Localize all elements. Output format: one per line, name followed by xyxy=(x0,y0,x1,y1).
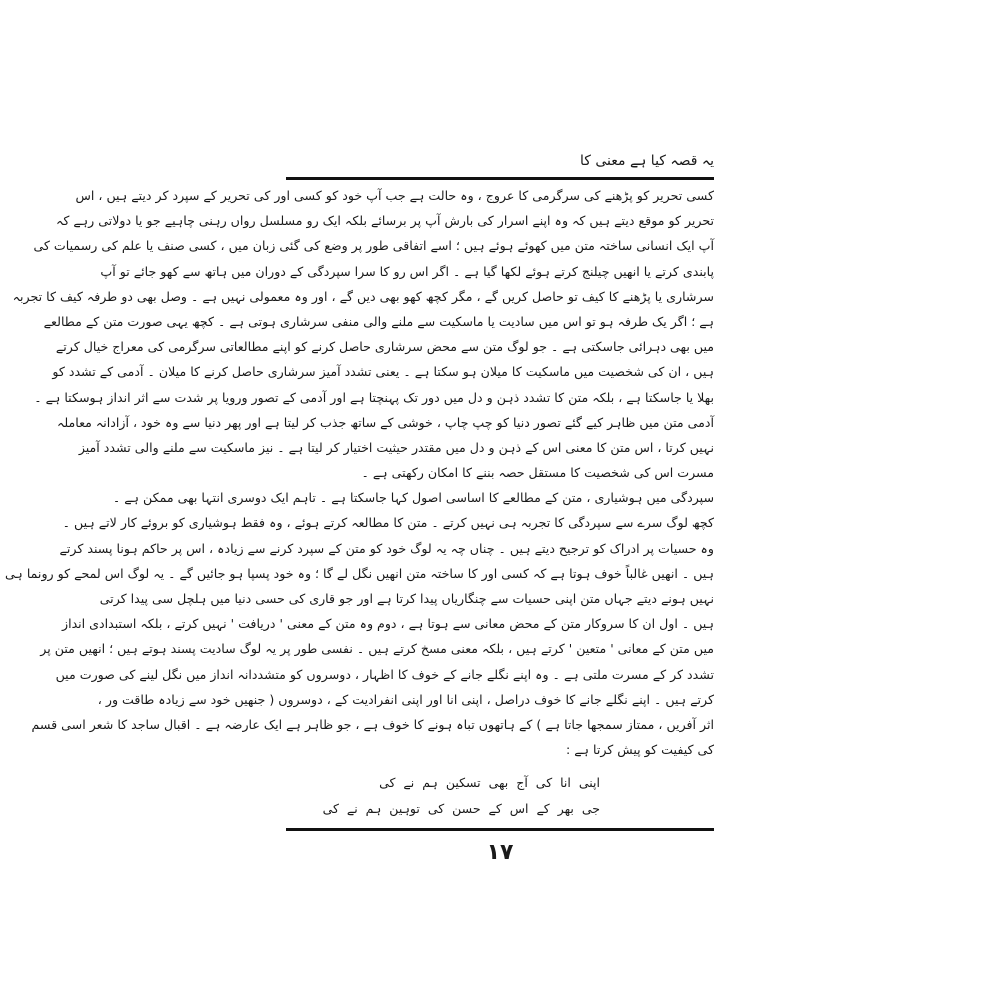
text-line: کسی تحریر کو پڑھنے کی سرگرمی کا عروج ، وہ حالت ہے جب آپ خود کو کسی اور کی تحریر کے سپرد کر دیتے ہیں ، اس xyxy=(75,188,714,203)
text-line: ہیں ۔ اول ان کا سروکار متن کے محض معانی سے ہوتا ہے ، دوم وہ متن کے معنی ' دریافت ' نہیں کرتے ، بلکہ استبدادی انداز xyxy=(61,616,714,632)
text-line: ہیں ، ان کی شخصیت میں ماسکیت کا میلان ہو سکتا ہے ۔ یعنی تشدد آمیز سرشاری حاصل کرنے کا میلان ۔ آدمی کے تشدد کو xyxy=(52,364,714,380)
page-number: ۱۷ xyxy=(486,840,514,865)
running-header: یہ قصہ کیا ہے معنی کا xyxy=(579,153,714,169)
text-line: کچھ لوگ سرے سے سپردگی کا تجربہ ہی نہیں کرتے ۔ متن کا مطالعہ کرتے ہوئے ، وہ فقط ہوشیاری کو بروئے کار لاتے ہیں ۔ xyxy=(62,515,714,531)
text-line: پابندی کرتے یا انھیں چیلنج کرتے ہوئے لکھا گیا ہے ۔ اگر اس رو کا سرا سپردگی کے دوران میں ہاتھ سے کھو جائے تو آپ xyxy=(100,263,714,279)
text-line: آپ ایک انسانی ساختہ متن میں کھوئے ہوئے ہیں ؛ اسے اتفاقی طور پر وضع کی گئی زبان میں ، کسی صنف یا علم کی رسمیات کی xyxy=(33,238,714,254)
text-line: نہیں ہونے دیتے جہاں متن اپنی حسیات سے چنگاریاں پیدا کرتا ہے اور جو قاری کی حسی دنیا میں ہلچل سی پیدا کرتی xyxy=(99,591,714,606)
text-line: وہ حسیات پر ادراک کو ترجیح دیتے ہیں ۔ چناں چہ یہ لوگ خود کو متن کے سپرد کرنے سے زیادہ ، اس پر حاکم ہونا پسند کرتے xyxy=(59,540,714,556)
text-line: میں متن کے معانی ' متعین ' کرتے ہیں ، بلکہ معنی مسخ کرتے ہیں ۔ نفسی طور پر یہ لوگ سادیت پسند ہوتے ہیں ؛ انھیں متن پر xyxy=(40,641,714,657)
text-line: اثر آفریں ، ممتاز سمجھا جاتا ہے ) کے ہاتھوں تباہ ہونے کا خوف ہے ، جو ظاہر ہے ایک عارضہ ہے ۔ اقبال ساجد کا شعر اسی قسم xyxy=(31,716,714,732)
text-line: مسرت اس کی شخصیت کا مستقل حصہ بننے کا امکان رکھتی ہے ۔ xyxy=(361,465,714,481)
text-line: میں بھی دہرائی جاسکتی ہے ۔ جو لوگ متن سے محض سرشاری حاصل کرنے کو اپنے مطالعاتی سرگرمی کی معراج خیال کرتے xyxy=(55,339,714,355)
text-line: سرشاری یا پڑھنے کا کیف تو حاصل کریں گے ، مگر کچھ کھو بھی دیں گے ، اور وہ معمولی نہیں ہے ۔ وصل بھی دو طرفہ کیف کا تجربہ xyxy=(12,288,714,304)
couplet xyxy=(322,770,600,822)
verse-line: جی بھر کے اس کے حسن کی توہین ہم نے کی xyxy=(322,801,600,816)
body-text xyxy=(4,183,714,762)
header-rule xyxy=(286,177,714,180)
text-line: ہے ؛ اگر یک طرفہ ہو تو اس میں سادیت یا ماسکیت سے ملنے والی منفی سرشاری ہوتی ہے ۔ کچھ یہی صورت متن کے مطالعے xyxy=(43,313,714,329)
verse-line: اپنی انا کی آج بھی تسکین ہم نے کی xyxy=(379,775,600,790)
text-line: سپردگی میں ہوشیاری ، متن کے مطالعے کا اساسی اصول کہا جاسکتا ہے ۔ تاہم ایک دوسری انتہا بھی ممکن ہے ۔ xyxy=(112,490,714,506)
footer-rule xyxy=(286,828,714,831)
text-line: آدمی متن میں ظاہر کیے گئے تصور دنیا کو چپ چاپ ، خوشی کے ساتھ جذب کر لیتا ہے اور پھر دنیا سے وہ خود ، آزادانہ معاملہ xyxy=(56,414,714,430)
text-line: کرتے ہیں ۔ اپنے نگلے جانے کا خوف دراصل ، اپنی انا اور اپنی انفرادیت کے ، دوسروں ( جنھیں خود سے زیادہ طاقت ور ، xyxy=(97,691,714,707)
text-line: تحریر کو موقع دیتے ہیں کہ وہ اپنے اسرار کی بارش آپ پر برسائے بلکہ ایک رو مسلسل رواں رہنی چاہیے جو یا دولاتی رہے کہ xyxy=(55,213,714,229)
text-line: تشدد کر کے مسرت ملتی ہے ۔ وہ اپنے نگلے جانے کے خوف کا اظہار ، دوسروں کو متشددانہ انداز میں نگل لینے کی صورت میں xyxy=(55,666,714,682)
text-line: ہیں ۔ انھیں غالباً خوف ہوتا ہے کہ کسی اور کا ساختہ متن انھیں نگل لے گا ؛ وہ خود پسپا ہو جائیں گے ۔ یہ لوگ اس لمحے کو رونما ہی xyxy=(4,565,714,581)
text-line: نہیں کرتا ، اس متن کا معنی اس کے ذہن و دل میں مقتدر حیثیت اختیار کر لیتا ہے ۔ نیز ماسکیت سے ملنے والی تشدد آمیز xyxy=(78,439,714,455)
text-line: کی کیفیت کو پیش کرتا ہے : xyxy=(566,742,714,758)
text-line: بھلا یا جاسکتا ہے ، بلکہ متن کا تشدد ذہن و دل میں دور تک پہنچتا ہے اور آدمی کے تصور ورویا پر شدت سے اثر انداز ہوسکتا ہے ۔ xyxy=(34,389,714,405)
